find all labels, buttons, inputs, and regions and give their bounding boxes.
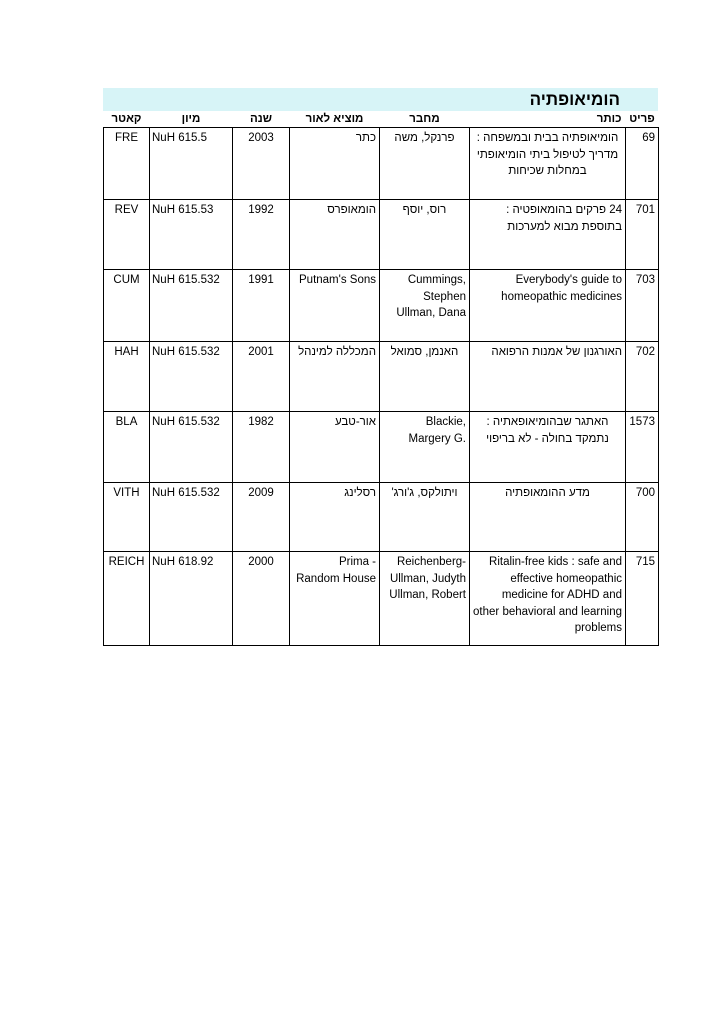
book-classification: NuH 618.92 <box>150 552 233 646</box>
book-author-text: Reichenberg-Ullman, Judyth Ullman, Robert <box>389 556 466 601</box>
book-year: 1982 <box>233 412 290 483</box>
book-cutter: CUM <box>104 270 150 342</box>
book-title: האתגר שבהומיאופאתיה : נתמקד בחולה - לא בריפוי <box>470 412 626 483</box>
table-row <box>104 552 659 646</box>
book-publisher: רסלינג <box>290 483 380 552</box>
book-title: הומיאופתיה בבית ובמשפחה : מדריך לטיפול ביתי הומיאופתי במחלות שכיחות <box>470 128 626 200</box>
book-year: 1992 <box>233 200 290 270</box>
item-number: 702 <box>626 342 659 412</box>
book-title <box>470 552 626 646</box>
header-author: מחבר <box>380 111 470 128</box>
book-title-text: Everybody's guide to homeopathic medicines <box>501 274 622 303</box>
book-cutter: BLA <box>104 412 150 483</box>
book-author: פרנקל, משה <box>380 128 470 200</box>
book-title: האורגנון של אמנות הרפואה <box>470 342 626 412</box>
book-publisher <box>290 270 380 342</box>
book-author: האנמן, סמואל <box>380 342 470 412</box>
book-classification: NuH 615.532 <box>150 483 233 552</box>
book-cutter: VITH <box>104 483 150 552</box>
header-classification: מיון <box>150 111 233 128</box>
table-row <box>104 128 659 200</box>
book-publisher: כתר <box>290 128 380 200</box>
header-cutter: קאטר <box>104 111 150 128</box>
book-title-text: Ritalin-free kids : safe and effective homeopathic medicine for ADHD and other behavioral and learning problems <box>473 556 622 634</box>
book-cutter: HAH <box>104 342 150 412</box>
book-title: 24 פרקים בהומאופטיה : בתוספת מבוא למערכות <box>470 200 626 270</box>
book-year: 2000 <box>233 552 290 646</box>
catalog-table <box>103 111 659 646</box>
book-publisher: אור-טבע <box>290 412 380 483</box>
book-author: ויתולקס, ג'ורג' <box>380 483 470 552</box>
book-classification: NuH 615.532 <box>150 270 233 342</box>
book-title <box>470 270 626 342</box>
book-publisher: הומאופרס <box>290 200 380 270</box>
table-row <box>104 342 659 412</box>
book-year: 2009 <box>233 483 290 552</box>
book-publisher-text: Prima - Random House <box>296 556 376 585</box>
book-publisher: המכללה למינהל <box>290 342 380 412</box>
sheet-title: הומיאופתיה <box>103 88 658 111</box>
header-row <box>104 111 659 128</box>
header-item: פריט <box>626 111 659 128</box>
book-publisher-text: Putnam's Sons <box>299 274 376 286</box>
item-number: 1573 <box>626 412 659 483</box>
item-number: 700 <box>626 483 659 552</box>
item-number: 701 <box>626 200 659 270</box>
book-classification: NuH 615.53 <box>150 200 233 270</box>
book-classification: NuH 615.532 <box>150 412 233 483</box>
table-row <box>104 483 659 552</box>
book-classification: NuH 615.532 <box>150 342 233 412</box>
book-classification: NuH 615.5 <box>150 128 233 200</box>
item-number: 69 <box>626 128 659 200</box>
table-row <box>104 412 659 483</box>
book-author <box>380 270 470 342</box>
table-row <box>104 270 659 342</box>
item-number: 715 <box>626 552 659 646</box>
header-title: כותר <box>470 111 626 128</box>
book-author: רוס, יוסף <box>380 200 470 270</box>
table-row <box>104 200 659 270</box>
book-author <box>380 552 470 646</box>
book-cutter: FRE <box>104 128 150 200</box>
header-year: שנה <box>233 111 290 128</box>
item-number: 703 <box>626 270 659 342</box>
book-author-text: Blackie, Margery G. <box>408 416 466 445</box>
book-publisher <box>290 552 380 646</box>
book-author-text: Cummings, Stephen Ullman, Dana <box>396 274 466 319</box>
book-year: 2003 <box>233 128 290 200</box>
header-publisher: מוציא לאור <box>290 111 380 128</box>
catalog-sheet <box>103 88 658 646</box>
book-year: 1991 <box>233 270 290 342</box>
book-year: 2001 <box>233 342 290 412</box>
book-cutter: REV <box>104 200 150 270</box>
book-cutter: REICH <box>104 552 150 646</box>
book-title: מדע ההומאופתיה <box>470 483 626 552</box>
book-author <box>380 412 470 483</box>
